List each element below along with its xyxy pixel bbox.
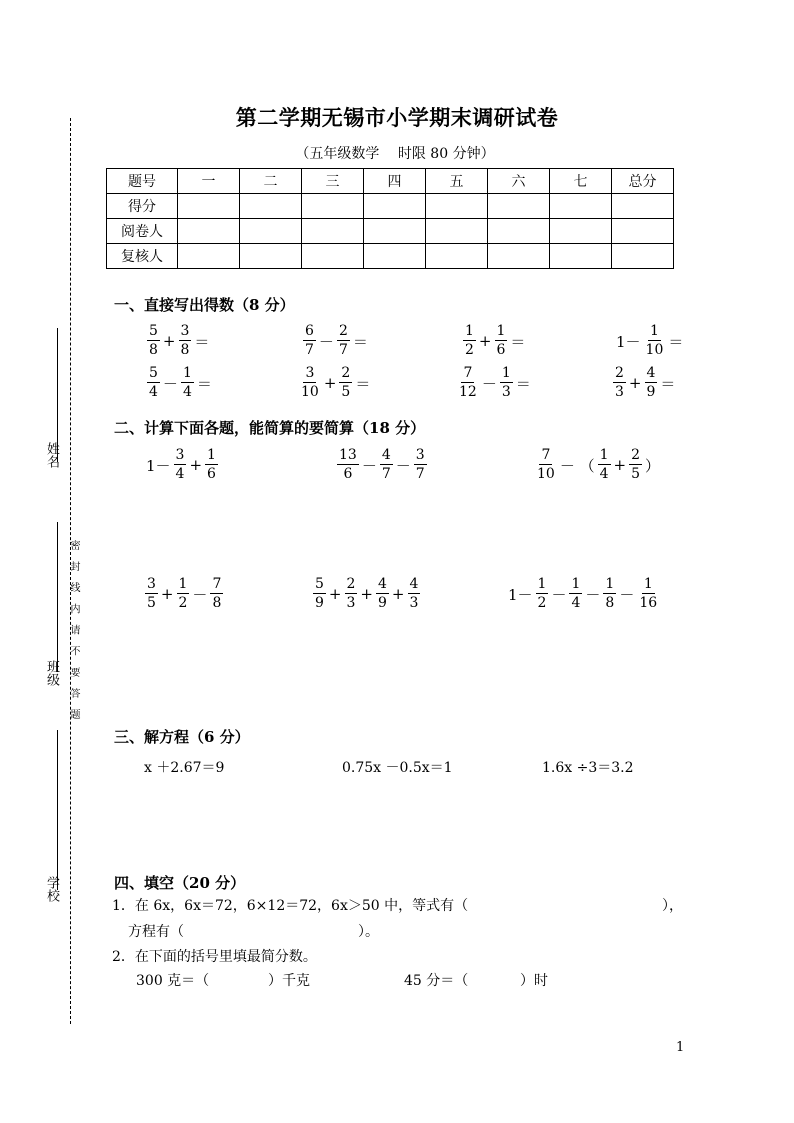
q1-line2-end: ）。 xyxy=(358,924,379,940)
fraction: $\frac{3}{4}$ xyxy=(175,447,185,482)
fraction: $\frac{1}{3}$ xyxy=(501,365,511,400)
fraction: $\frac{2}{3}$ xyxy=(615,365,624,400)
fraction: $\frac{4}{7}$ xyxy=(381,447,391,482)
fraction: $\frac{5}{8}$ xyxy=(149,323,158,358)
fraction: $\frac{1}{8}$ xyxy=(605,576,615,611)
q2-item-a: 300 克＝（ xyxy=(136,973,210,989)
fraction: $\frac{4}{9}$ xyxy=(378,576,387,611)
header-cell: 六 xyxy=(488,169,550,194)
fraction: $\frac{7}{10}$ xyxy=(537,447,555,482)
fraction: $\frac{2}{5}$ xyxy=(341,365,351,400)
fraction: $\frac{7}{8}$ xyxy=(212,576,222,611)
q2-line1: 2．在下面的括号里填最简分数。 xyxy=(112,949,317,965)
s2-expr-4: $\frac{3}{5}$ + $\frac{1}{2}$ － $\frac{7}{8}$ xyxy=(147,576,222,611)
q1-line2: 方程有（ xyxy=(128,924,184,940)
fraction: $\frac{2}{3}$ xyxy=(346,576,356,611)
score-cell[interactable] xyxy=(302,244,364,269)
row-label: 得分 xyxy=(107,194,178,219)
score-cell[interactable] xyxy=(364,244,426,269)
s1-item-8: $\frac{2}{3}$ + $\frac{4}{9}$ ＝ xyxy=(615,365,676,400)
score-cell[interactable] xyxy=(426,194,488,219)
score-cell[interactable] xyxy=(426,244,488,269)
s2-expr-1: 1－ $\frac{3}{4}$ + $\frac{1}{6}$ xyxy=(146,447,216,482)
fraction: $\frac{7}{12}$ xyxy=(459,365,477,400)
school-line xyxy=(57,730,58,890)
name-label: 姓名 xyxy=(44,442,59,468)
equation-2: 0.75x －0.5x＝1 xyxy=(342,760,453,776)
fraction: $\frac{3}{10}$ xyxy=(301,365,319,400)
page-number: 1 xyxy=(676,1040,685,1055)
header-cell: 四 xyxy=(364,169,426,194)
fraction: $\frac{1}{6}$ xyxy=(496,323,506,358)
score-cell[interactable] xyxy=(178,244,240,269)
score-cell[interactable] xyxy=(488,194,550,219)
score-table-row xyxy=(107,244,674,269)
q2-item-b-end: ）时 xyxy=(520,973,548,989)
school-label: 学校 xyxy=(44,876,59,902)
score-table-row xyxy=(107,219,674,244)
seal-notice: 密 封 线 内 请 不 要 答 题 xyxy=(68,540,79,724)
fraction: $\frac{1}{4}$ xyxy=(182,365,192,400)
fraction: $\frac{2}{5}$ xyxy=(631,447,641,482)
score-cell[interactable] xyxy=(426,219,488,244)
score-cell[interactable] xyxy=(240,219,302,244)
score-cell[interactable] xyxy=(364,219,426,244)
score-cell[interactable] xyxy=(550,244,612,269)
fraction: $\frac{1}{16}$ xyxy=(639,576,658,611)
header-cell: 七 xyxy=(550,169,612,194)
score-table xyxy=(106,168,674,269)
s2-expr-3: $\frac{7}{10}$ － （ $\frac{1}{4}$ + $\frac{2}{5}$ ） xyxy=(537,447,661,482)
s2-expr-5: $\frac{5}{9}$ + $\frac{2}{3}$ + $\frac{4}{9}$ + $\frac{4}{3}$ xyxy=(315,576,419,611)
score-cell[interactable] xyxy=(612,194,674,219)
q1-line1-end: ）， xyxy=(662,898,683,914)
exam-subtitle: （五年级数学 时限 80 分钟） xyxy=(295,146,495,162)
score-cell[interactable] xyxy=(178,219,240,244)
section1-title: 一、直接写出得数（8 分） xyxy=(114,296,295,314)
score-cell[interactable] xyxy=(302,219,364,244)
fraction: $\frac{13}{6}$ xyxy=(339,447,357,482)
header-cell: 总分 xyxy=(612,169,674,194)
header-cell: 二 xyxy=(240,169,302,194)
s1-item-2: $\frac{6}{7}$ － $\frac{2}{7}$ ＝ xyxy=(305,323,368,358)
fraction: $\frac{6}{7}$ xyxy=(305,323,314,358)
row-label: 阅卷人 xyxy=(107,219,178,244)
s1-item-5: $\frac{5}{4}$ － $\frac{1}{4}$ ＝ xyxy=(149,365,212,400)
q2-item-a-end: ）千克 xyxy=(268,973,310,989)
fraction: $\frac{1}{2}$ xyxy=(178,576,188,611)
fraction: $\frac{2}{7}$ xyxy=(338,323,348,358)
header-cell: 五 xyxy=(426,169,488,194)
equation-1: x ＋2.67＝9 xyxy=(144,760,225,776)
score-cell[interactable] xyxy=(364,194,426,219)
header-cell: 题号 xyxy=(107,169,178,194)
fraction: $\frac{3}{7}$ xyxy=(415,447,425,482)
class-label: 班级 xyxy=(44,660,59,686)
score-table-row xyxy=(107,194,674,219)
score-cell[interactable] xyxy=(302,194,364,219)
score-cell[interactable] xyxy=(612,244,674,269)
fraction: $\frac{4}{3}$ xyxy=(409,576,419,611)
fraction: $\frac{4}{9}$ xyxy=(646,365,656,400)
header-cell: 三 xyxy=(302,169,364,194)
score-cell[interactable] xyxy=(488,219,550,244)
score-cell[interactable] xyxy=(550,219,612,244)
fraction: $\frac{5}{4}$ xyxy=(149,365,158,400)
equation-3: 1.6x ÷3＝3.2 xyxy=(542,760,634,776)
fraction: $\frac{3}{5}$ xyxy=(147,576,156,611)
class-line xyxy=(57,522,58,672)
s1-item-3: $\frac{1}{2}$ + $\frac{1}{6}$ ＝ xyxy=(465,323,526,358)
section4-title: 四、填空（20 分） xyxy=(114,874,246,892)
header-cell: 一 xyxy=(178,169,240,194)
s1-item-7: $\frac{7}{12}$ － $\frac{1}{3}$ ＝ xyxy=(459,365,531,400)
exam-title: 第二学期无锡市小学期末调研试卷 xyxy=(235,105,559,130)
q2-item-b: 45 分＝（ xyxy=(404,973,469,989)
fraction: $\frac{5}{9}$ xyxy=(315,576,324,611)
s1-item-4: 1－ $\frac{1}{10}$ ＝ xyxy=(616,323,684,358)
fraction: $\frac{1}{6}$ xyxy=(207,447,216,482)
fraction: $\frac{1}{4}$ xyxy=(599,447,609,482)
s1-item-1: $\frac{5}{8}$ + $\frac{3}{8}$ ＝ xyxy=(149,323,210,358)
score-cell[interactable] xyxy=(612,219,674,244)
s1-item-6: $\frac{3}{10}$ + $\frac{2}{5}$ ＝ xyxy=(301,365,371,400)
score-cell[interactable] xyxy=(178,194,240,219)
q1-line1: 1．在 6x，6x＝72，6×12＝72，6x＞50 中，等式有（ xyxy=(112,898,469,914)
score-cell[interactable] xyxy=(488,244,550,269)
fraction: $\frac{3}{8}$ xyxy=(180,323,190,358)
section2-title: 二、计算下面各题，能简算的要简算（18 分） xyxy=(114,419,426,437)
fraction: $\frac{1}{10}$ xyxy=(645,323,664,358)
s2-expr-6: 1－ $\frac{1}{2}$ － $\frac{1}{4}$ － $\frac{1}{8}$ － $\frac{1}{16}$ xyxy=(508,576,658,611)
score-cell[interactable] xyxy=(240,194,302,219)
fraction: $\frac{1}{2}$ xyxy=(465,323,474,358)
score-cell[interactable] xyxy=(550,194,612,219)
score-table-header-row xyxy=(107,169,674,194)
fraction: $\frac{1}{4}$ xyxy=(571,576,581,611)
score-cell[interactable] xyxy=(240,244,302,269)
s2-expr-2: $\frac{13}{6}$ － $\frac{4}{7}$ － $\frac{3}{7}$ xyxy=(339,447,425,482)
fraction: $\frac{1}{2}$ xyxy=(537,576,547,611)
row-label: 复核人 xyxy=(107,244,178,269)
section3-title: 三、解方程（6 分） xyxy=(114,728,250,746)
